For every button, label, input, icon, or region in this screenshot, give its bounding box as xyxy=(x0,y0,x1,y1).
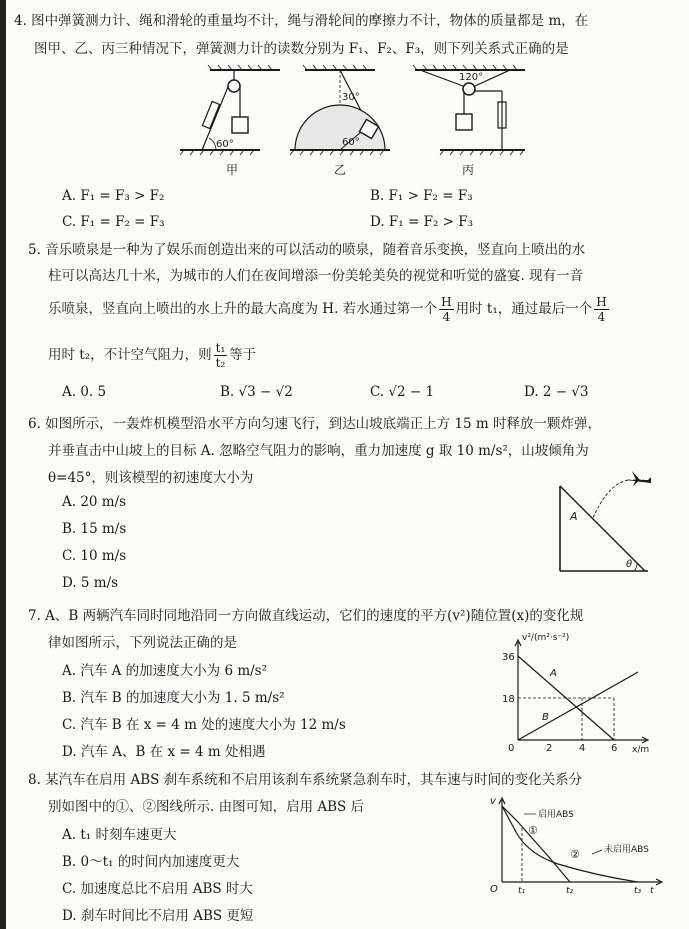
q7-xtick-6: 6 xyxy=(611,743,618,754)
q6-option-d[interactable]: D. 5 m/s xyxy=(62,575,119,591)
q6-target-label: A xyxy=(570,510,578,523)
q8-v-label: v xyxy=(490,796,496,807)
q8-origin: O xyxy=(490,884,498,895)
q6-theta-label: θ xyxy=(626,559,633,570)
airplane-icon xyxy=(626,471,651,486)
q4-label-yi: 乙 xyxy=(334,163,347,177)
q5-line3a: 乐喷泉，竖直向上喷出的水上升的最大高度为 H. 若水通过第一个 xyxy=(48,301,438,317)
q6-option-b[interactable]: B. 15 m/s xyxy=(62,521,127,537)
q4-option-a[interactable]: A. F₁ = F₃ > F₂ xyxy=(62,188,165,204)
q7-label-b: B xyxy=(542,712,549,723)
q7-line2: 律如图所示，下列说法正确的是 xyxy=(48,635,237,651)
q8-option-d[interactable]: D. 刹车时间比不启用 ABS 更短 xyxy=(62,908,254,924)
q8-curve2-marker: ② xyxy=(570,848,580,861)
q5-option-c[interactable]: C. √2 − 1 xyxy=(370,384,435,400)
q4-label-jia: 甲 xyxy=(226,163,239,177)
q7-line-b xyxy=(518,672,638,740)
q4-stem-line1: 4. 图中弹簧测力计、绳和滑轮的重量均不计，绳与滑轮间的摩擦力不计，物体的质量都是 m，在 xyxy=(14,13,589,29)
q7-xtick-4: 4 xyxy=(579,743,586,754)
q7-option-c[interactable]: C. 汽车 B 在 x = 4 m 处的速度大小为 12 m/s xyxy=(62,717,346,733)
q4-fig-bing xyxy=(413,65,525,177)
q7-y-axis-label: v²/(m²·s⁻²) xyxy=(522,633,570,643)
q7-option-b[interactable]: B. 汽车 B 的加速度大小为 1. 5 m/s² xyxy=(62,690,285,706)
q8-t1-label: t₁ xyxy=(518,886,526,896)
q6-figure xyxy=(548,466,658,576)
q8-t-label: t xyxy=(650,886,654,896)
q7-origin: 0 xyxy=(508,743,515,754)
q4-figure xyxy=(180,62,530,182)
q7-line1: 7. A、B 两辆汽车同时同地沿同一方向做直线运动，它们的速度的平方(v²)随位置(x)的变化规 xyxy=(28,608,584,624)
page-left-border xyxy=(0,0,6,929)
q8-option-a[interactable]: A. t₁ 时刻车速更大 xyxy=(62,827,177,843)
q7-label-a: A xyxy=(550,668,557,679)
q7-graph xyxy=(498,630,668,755)
q8-t2-label: t₂ xyxy=(566,886,574,896)
q4-option-c[interactable]: C. F₁ = F₂ = F₃ xyxy=(62,214,165,230)
q4-angle-bing: 120° xyxy=(459,72,484,83)
q5-line3 xyxy=(48,296,611,323)
q5-fraction-t1t2: $\frac{\text{t₁}}{\text{t₂}}$ xyxy=(215,341,226,370)
q4-option-d[interactable]: D. F₁ = F₂ > F₃ xyxy=(370,214,474,230)
q4-angle-yi-bottom: 60° xyxy=(342,137,360,148)
q5-option-b[interactable]: B. √3 − √2 xyxy=(220,384,293,400)
q4-label-bing: 丙 xyxy=(462,163,475,177)
q6-line2: 并垂直击中山坡上的目标 A. 忽略空气阻力的影响，重力加速度 g 取 10 m/s²，山坡倾角为 xyxy=(48,443,589,459)
q5-option-a[interactable]: A. 0. 5 xyxy=(62,384,107,400)
q5-line2: 柱可以高达几十米，为城市的人们在夜间增添一份美轮美奂的视觉和听觉的盛宴. 现有一音 xyxy=(48,268,584,284)
q5-fraction-h4-first: $\frac{H}{4}$ xyxy=(441,295,452,324)
q8-option-c[interactable]: C. 加速度总比不启用 ABS 时大 xyxy=(62,881,253,897)
q5-line4b: 等于 xyxy=(229,347,257,363)
q7-option-a[interactable]: A. 汽车 A 的加速度大小为 6 m/s² xyxy=(62,663,268,679)
q6-line3: θ=45°，则该模型的初速度大小为 xyxy=(48,470,254,486)
q7-x-axis-label: x/m xyxy=(632,745,650,755)
q8-t3-label: t₃ xyxy=(634,886,642,896)
q5-line3b: 用时 t₁，通过最后一个 xyxy=(455,301,593,317)
q8-abs-label: 启用ABS xyxy=(538,810,574,820)
q5-fraction-h4-last: $\frac{H}{4}$ xyxy=(596,295,607,324)
q5-option-d[interactable]: D. 2 − √3 xyxy=(524,384,589,400)
q5-line1: 5. 音乐喷泉是一种为了娱乐而创造出来的可以活动的喷泉，随着音乐变换，竖直向上喷出的水 xyxy=(28,242,586,258)
q5-line4 xyxy=(48,342,256,369)
q8-line2: 别如图中的①、②图线所示. 由图可知，启用 ABS 后 xyxy=(48,799,365,815)
q4-angle-jia: 60° xyxy=(216,139,234,150)
q8-no-abs-label: 未启用ABS xyxy=(604,845,649,855)
q4-fig-jia xyxy=(180,65,280,177)
q8-line1: 8. 某汽车在启用 ABS 刹车系统和不启用该刹车系统紧急刹车时，其车速与时间的变化关系分 xyxy=(28,772,583,788)
q6-line1: 6. 如图所示，一轰炸机模型沿水平方向匀速飞行，到达山坡底端正上方 15 m 时释放一颗炸弹， xyxy=(28,416,602,432)
q6-option-a[interactable]: A. 20 m/s xyxy=(62,494,127,510)
q4-option-b[interactable]: B. F₁ > F₂ = F₃ xyxy=(370,188,473,204)
q6-option-c[interactable]: C. 10 m/s xyxy=(62,548,127,564)
q8-graph xyxy=(488,792,668,897)
q7-option-d[interactable]: D. 汽车 A、B 在 x = 4 m 处相遇 xyxy=(62,744,266,760)
q7-ytick-18: 18 xyxy=(502,694,515,705)
q8-curve1-marker: ① xyxy=(528,824,538,837)
q4-fig-yi xyxy=(290,65,390,177)
q7-xtick-2: 2 xyxy=(546,743,553,754)
q4-angle-yi-top: 30° xyxy=(342,92,360,103)
q8-option-b[interactable]: B. 0～t₁ 的时间内加速度更大 xyxy=(62,854,240,870)
q7-ytick-36: 36 xyxy=(502,652,515,663)
q5-line4a: 用时 t₂，不计空气阻力，则 xyxy=(48,347,212,363)
q4-stem-line2: 图甲、乙、丙三种情况下，弹簧测力计的读数分别为 F₁、F₂、F₃，则下列关系式正确的是 xyxy=(34,41,569,57)
